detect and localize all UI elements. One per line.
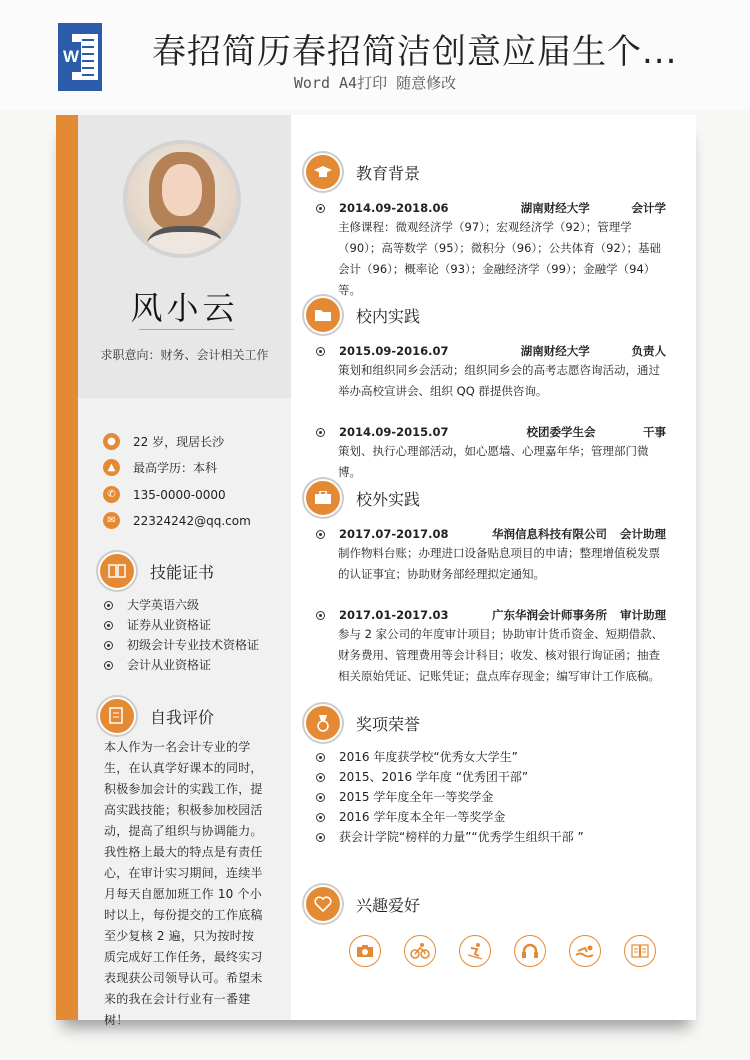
section-skills: 技能证书 xyxy=(98,552,214,590)
section-education: 教育背景 xyxy=(304,153,420,191)
campus-entry: 2015.09-2016.07 湖南财经大学 负责人 策划和组织同乡会活动；组织同乡会的高考志愿咨询活动，通过举办高校宣讲会、组织 QQ 群提供咨询。 xyxy=(316,342,666,402)
section-campus-practice: 校内实践 xyxy=(304,296,420,334)
education-entry: 2014.09-2018.06 湖南财经大学 会计学 主修课程：微观经济学（97）；宏观经济学（92）；管理学（90）；高等数学（95）；微积分（96）；公共体育（92）；基础会计（96）；概率论（93）；金融经济学（99）；金融学（94）等。 xyxy=(316,199,666,301)
avatar xyxy=(123,140,241,258)
headphones-icon xyxy=(514,935,546,967)
bullet-icon xyxy=(316,530,325,539)
info-phone: ✆ 135-0000-0000 xyxy=(103,486,226,503)
list-item: 2015 学年度全年一等奖学金 xyxy=(316,787,584,807)
job-intent: 求职意向：财务、会计相关工作 xyxy=(100,348,269,362)
self-eval-text: 本人作为一名会计专业的学生，在认真学好课本的同时，积极参加会计的实践工作，提高实践技能；积极参加校园活动，提高了组织与协调能力。我性格上最大的特点是有责任心，在审计实习期间，连续半月每天自愿加班工作 10 个小时以上，每份提交的工作底稿至少复核 2 遍，只为按时按质完成好工作任务，最终实习表现获公司领导认可。希望未来的我在会计行业有一番建树！ xyxy=(104,740,263,1027)
accent-bar xyxy=(56,115,78,1020)
heart-icon xyxy=(304,885,342,923)
info-education: ▲ 最高学历：本科 xyxy=(103,459,217,476)
person-icon: ● xyxy=(103,433,120,450)
skills-list xyxy=(104,595,259,675)
bullet-icon xyxy=(104,641,113,650)
camera-icon xyxy=(349,935,381,967)
folder-icon xyxy=(304,296,342,334)
section-self-eval: 自我评价 xyxy=(98,697,214,735)
profile-block xyxy=(78,115,291,398)
bullet-icon xyxy=(104,601,113,610)
candidate-name: 风小云 xyxy=(130,289,239,327)
swimming-icon xyxy=(569,935,601,967)
bullet-icon xyxy=(104,621,113,630)
section-hobbies: 兴趣爱好 xyxy=(304,885,420,923)
medal-icon xyxy=(304,704,342,742)
bullet-icon xyxy=(316,611,325,620)
graduation-cap-icon xyxy=(304,153,342,191)
briefcase-icon xyxy=(304,479,342,517)
bullet-icon xyxy=(104,661,113,670)
bullet-icon xyxy=(316,793,325,802)
left-column xyxy=(78,115,291,1027)
external-entry: 2017.07-2017.08 华润信息科技有限公司 会计助理 制作物料台账；办理进口设备贴息项目的申请；整理增值税发票的认证事宜；协助财务部经理拟定通知。 xyxy=(316,525,666,585)
reading-icon xyxy=(624,935,656,967)
campus-entry: 2014.09-2015.07 校团委学生会 干事 策划、执行心理部活动，如心愿墙、心理嘉年华；管理部门微博。 xyxy=(316,423,666,483)
bullet-icon xyxy=(316,204,325,213)
graduation-icon: ▲ xyxy=(103,459,120,476)
document-edit-icon xyxy=(98,697,136,735)
list-item: 2016 学年度本全年一等奖学金 xyxy=(316,807,584,827)
section-external-practice: 校外实践 xyxy=(304,479,420,517)
bullet-icon xyxy=(316,428,325,437)
list-item: 证券从业资格证 xyxy=(104,615,259,635)
list-item: 大学英语六级 xyxy=(104,595,259,615)
info-email: ✉ 22324242@qq.com xyxy=(103,512,251,529)
list-item: 2016 年度获学校“优秀女大学生” xyxy=(316,747,584,767)
cycling-icon xyxy=(404,935,436,967)
document-header xyxy=(0,0,750,110)
bullet-icon xyxy=(316,753,325,762)
bullet-icon xyxy=(316,773,325,782)
name-divider xyxy=(139,329,234,330)
external-entry: 2017.01-2017.03 广东华润会计师事务所 审计助理 参与 2 家公司的年度审计项目；协助审计货币资金、短期借款、财务费用、管理费用等会计科目；收发、核对银行询证函；抽查相关原始凭证、记账凭证；盘点库存现金；编写审计工作底稿。 xyxy=(316,606,666,687)
phone-icon: ✆ xyxy=(103,486,120,503)
section-awards: 奖项荣誉 xyxy=(304,704,420,742)
list-item: 会计从业资格证 xyxy=(104,655,259,675)
bullet-icon xyxy=(316,813,325,822)
document-title: 春招简历春招简洁创意应届生个... xyxy=(152,32,678,72)
bullet-icon xyxy=(316,347,325,356)
document-subtitle: Word A4打印 随意修改 xyxy=(293,74,457,92)
list-item: 初级会计专业技术资格证 xyxy=(104,635,259,655)
list-item: 2015、2016 学年度 “优秀团干部” xyxy=(316,767,584,787)
list-item: 获会计学院“榜样的力量”“优秀学生组织干部 ” xyxy=(316,827,584,847)
mail-icon: ✉ xyxy=(103,512,120,529)
book-icon xyxy=(98,552,136,590)
awards-list xyxy=(316,747,584,847)
info-age: ● 22 岁，现居长沙 xyxy=(103,433,224,450)
resume-page xyxy=(56,115,696,1027)
skiing-icon xyxy=(459,935,491,967)
word-logo-icon: W xyxy=(58,23,102,91)
bullet-icon xyxy=(316,833,325,842)
